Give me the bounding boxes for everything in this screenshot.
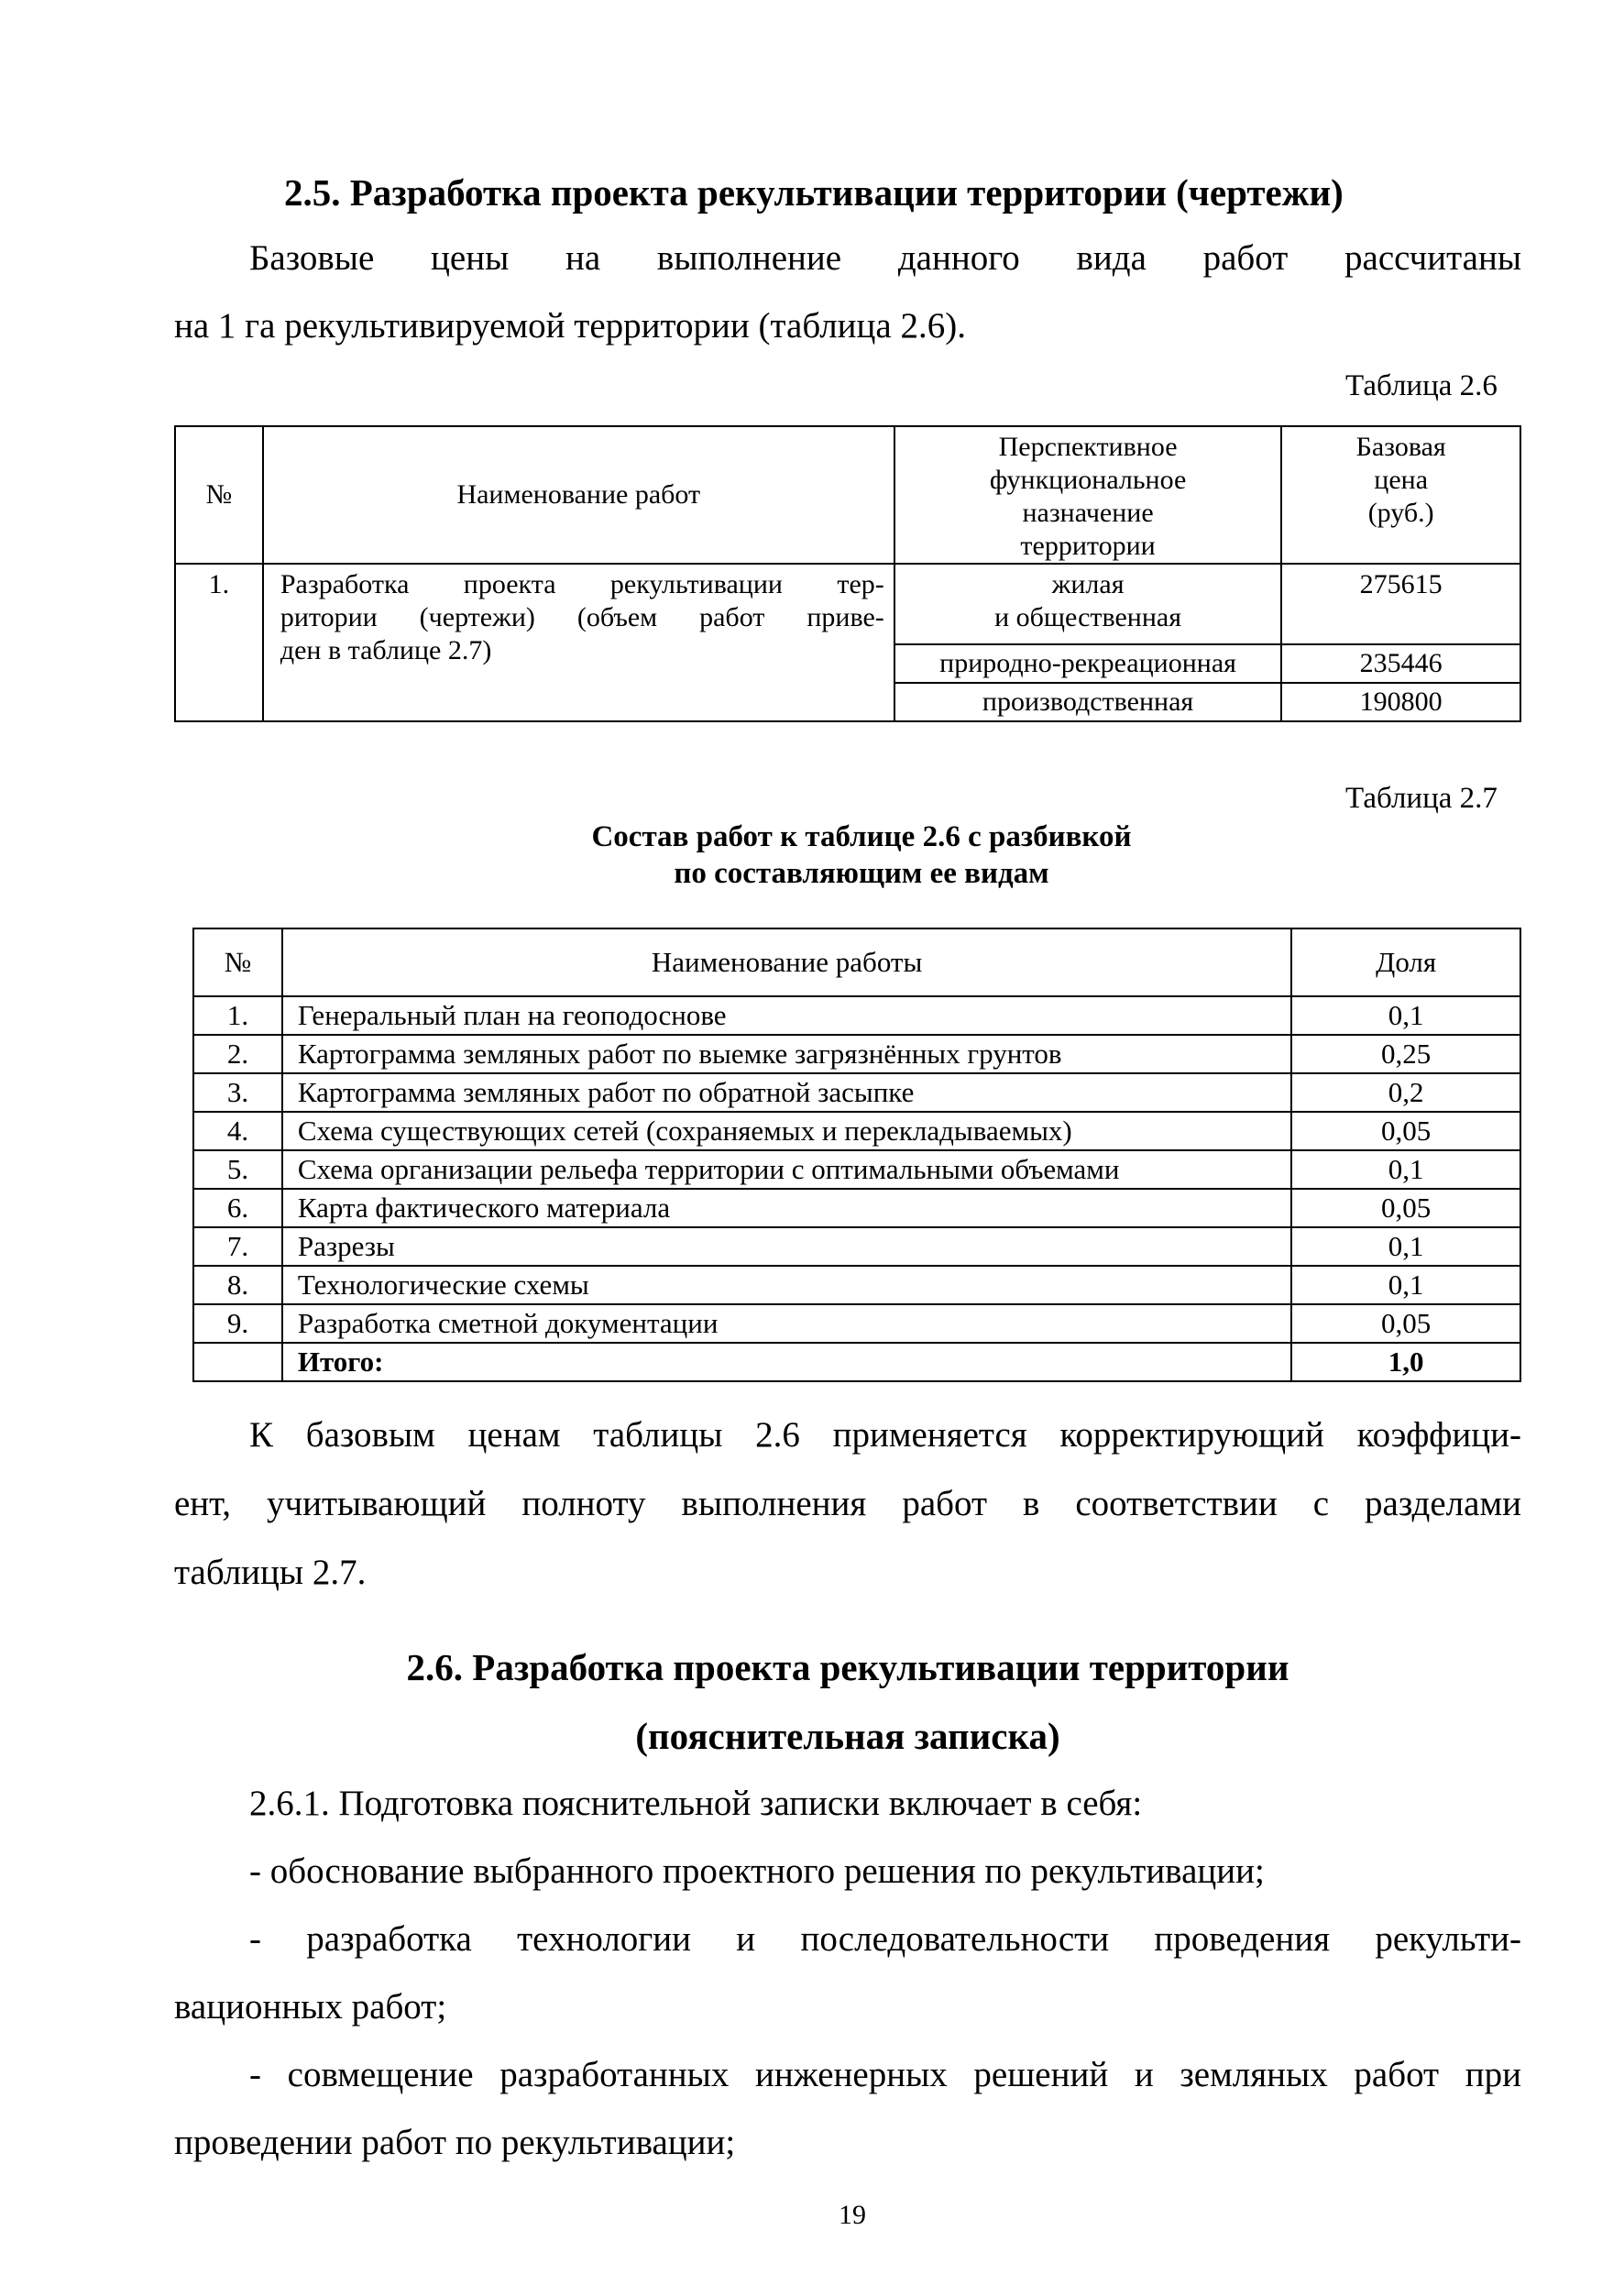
total-num: [193, 1343, 282, 1381]
after-table-line-2: ент, учитывающий полноту выполнения работ в соответствии с разделами: [174, 1484, 1521, 1523]
table-2-6-label: Таблица 2.6: [1345, 369, 1498, 402]
table-row: [193, 1150, 1520, 1189]
purpose-line: жилая: [1051, 569, 1125, 599]
row-name: Карта фактического материала: [282, 1189, 1291, 1227]
row-share: 0,05: [1291, 1304, 1520, 1343]
row-share: 0,05: [1291, 1189, 1520, 1227]
table-row: [193, 1035, 1520, 1073]
table-row: [193, 1189, 1520, 1227]
intro-word: цены: [431, 238, 510, 278]
row-share: 0,05: [1291, 1112, 1520, 1150]
row-share: 0,1: [1291, 996, 1520, 1035]
intro-word: данного: [897, 238, 1020, 278]
header-price-line: цена: [1374, 465, 1429, 495]
row-num: 1.: [193, 996, 282, 1035]
row-share: 0,1: [1291, 1227, 1520, 1266]
row-name: Схема существующих сетей (сохраняемых и перекладываемых): [282, 1112, 1291, 1150]
purpose-line: и общественная: [994, 602, 1182, 632]
header-purpose-line: функциональное: [989, 465, 1187, 495]
table-2-7-caption: [513, 818, 1210, 892]
row-name: Схема организации рельефа территории с оптимальными объемами: [282, 1150, 1291, 1189]
purpose-cell: природно-рекреационная: [894, 644, 1282, 683]
row-share: 0,1: [1291, 1266, 1520, 1304]
header-purpose-line: назначение: [1022, 498, 1154, 528]
section-2-6-p1: 2.6.1. Подготовка пояснительной записки включает в себя:: [249, 1784, 1143, 1823]
intro-word: вида: [1076, 238, 1147, 278]
table-row: [193, 1266, 1520, 1304]
price-cell: 190800: [1281, 683, 1520, 721]
intro-word: на: [565, 238, 601, 278]
header-name: Наименование работ: [263, 426, 894, 564]
total-label: Итого:: [282, 1343, 1291, 1381]
bullet-3-line-1: - совмещение разработанных инженерных решений и земляных работ при: [249, 2055, 1521, 2094]
row-name: Генеральный план на геоподоснове: [282, 996, 1291, 1035]
row-name: [263, 564, 894, 721]
row-name: Разрезы: [282, 1227, 1291, 1266]
row-share: 0,1: [1291, 1150, 1520, 1189]
table-2-6: [174, 425, 1521, 722]
row-num: 3.: [193, 1073, 282, 1112]
intro-line-1: [249, 224, 1521, 293]
price-cell: 235446: [1281, 644, 1520, 683]
table-row: [193, 1112, 1520, 1150]
row-name: Картограмма земляных работ по выемке загрязнённых грунтов: [282, 1035, 1291, 1073]
row-name: Разработка сметной документации: [282, 1304, 1291, 1343]
row-name: Технологические схемы: [282, 1266, 1291, 1304]
section-2-6-title-line-2: (пояснительная записка): [635, 1715, 1060, 1757]
table-row: [193, 1227, 1520, 1266]
bullet-2-line-2: вационных работ;: [174, 1987, 447, 2027]
bullet-2-line-1: - разработка технологии и последовательности проведения рекульти-: [249, 1919, 1521, 1959]
header-price-line: Базовая: [1355, 432, 1446, 462]
header-purpose-line: территории: [1020, 531, 1156, 561]
bullet-1: - обоснование выбранного проектного решения по рекультивации;: [249, 1851, 1265, 1891]
header-num: №: [175, 426, 263, 564]
row-share: 0,2: [1291, 1073, 1520, 1112]
header-purpose: [894, 426, 1282, 564]
header-name: Наименование работы: [282, 928, 1291, 996]
caption-line: Состав работ к таблице 2.6 с разбивкой: [591, 820, 1132, 853]
row-num: 2.: [193, 1035, 282, 1073]
row-num: 8.: [193, 1266, 282, 1304]
purpose-cell: производственная: [894, 683, 1282, 721]
row-num: 5.: [193, 1150, 282, 1189]
after-table-line-1: К базовым ценам таблицы 2.6 применяется корректирующий коэффици-: [249, 1415, 1521, 1455]
intro-word: выполнение: [656, 238, 842, 278]
table-2-7: [192, 928, 1521, 1382]
table-total-row: [193, 1343, 1520, 1381]
row-num: 4.: [193, 1112, 282, 1150]
table-2-7-label: Таблица 2.7: [1345, 782, 1498, 815]
row-share: 0,25: [1291, 1035, 1520, 1073]
row-name-line: ден в таблице 2.7): [280, 635, 492, 665]
purpose-cell: [894, 564, 1282, 644]
intro-word: Базовые: [249, 238, 375, 278]
intro-word: рассчитаны: [1344, 238, 1522, 278]
row-name-line: ритории (чертежи) (объем работ приве-: [280, 602, 884, 632]
header-num: №: [193, 928, 282, 996]
header-purpose-line: Перспективное: [998, 432, 1178, 462]
table-row: [193, 1073, 1520, 1112]
section-2-5-title: 2.5. Разработка проекта рекультивации территории (чертежи): [284, 171, 1344, 214]
header-price-line: (руб.): [1367, 498, 1434, 528]
table-row: [193, 996, 1520, 1035]
page-number: 19: [839, 2200, 866, 2230]
row-name-line: Разработка проекта рекультивации тер-: [280, 569, 884, 599]
row-num: 7.: [193, 1227, 282, 1266]
intro-line-2: на 1 га рекультивируемой территории (таблица 2.6).: [174, 306, 966, 346]
row-num: 6.: [193, 1189, 282, 1227]
header-share: Доля: [1291, 928, 1520, 996]
price-cell: 275615: [1281, 564, 1520, 644]
bullet-3-line-2: проведении работ по рекультивации;: [174, 2123, 736, 2162]
after-table-line-3: таблицы 2.7.: [174, 1553, 367, 1592]
section-2-6-title-line-1: 2.6. Разработка проекта рекультивации территории: [406, 1646, 1289, 1688]
row-num: 1.: [175, 564, 263, 721]
row-num: 9.: [193, 1304, 282, 1343]
caption-line: по составляющим ее видам: [674, 857, 1049, 890]
row-name: Картограмма земляных работ по обратной засыпке: [282, 1073, 1291, 1112]
table-row: [193, 1304, 1520, 1343]
total-share: 1,0: [1291, 1343, 1520, 1381]
intro-word: работ: [1202, 238, 1289, 278]
header-price: [1281, 426, 1520, 564]
